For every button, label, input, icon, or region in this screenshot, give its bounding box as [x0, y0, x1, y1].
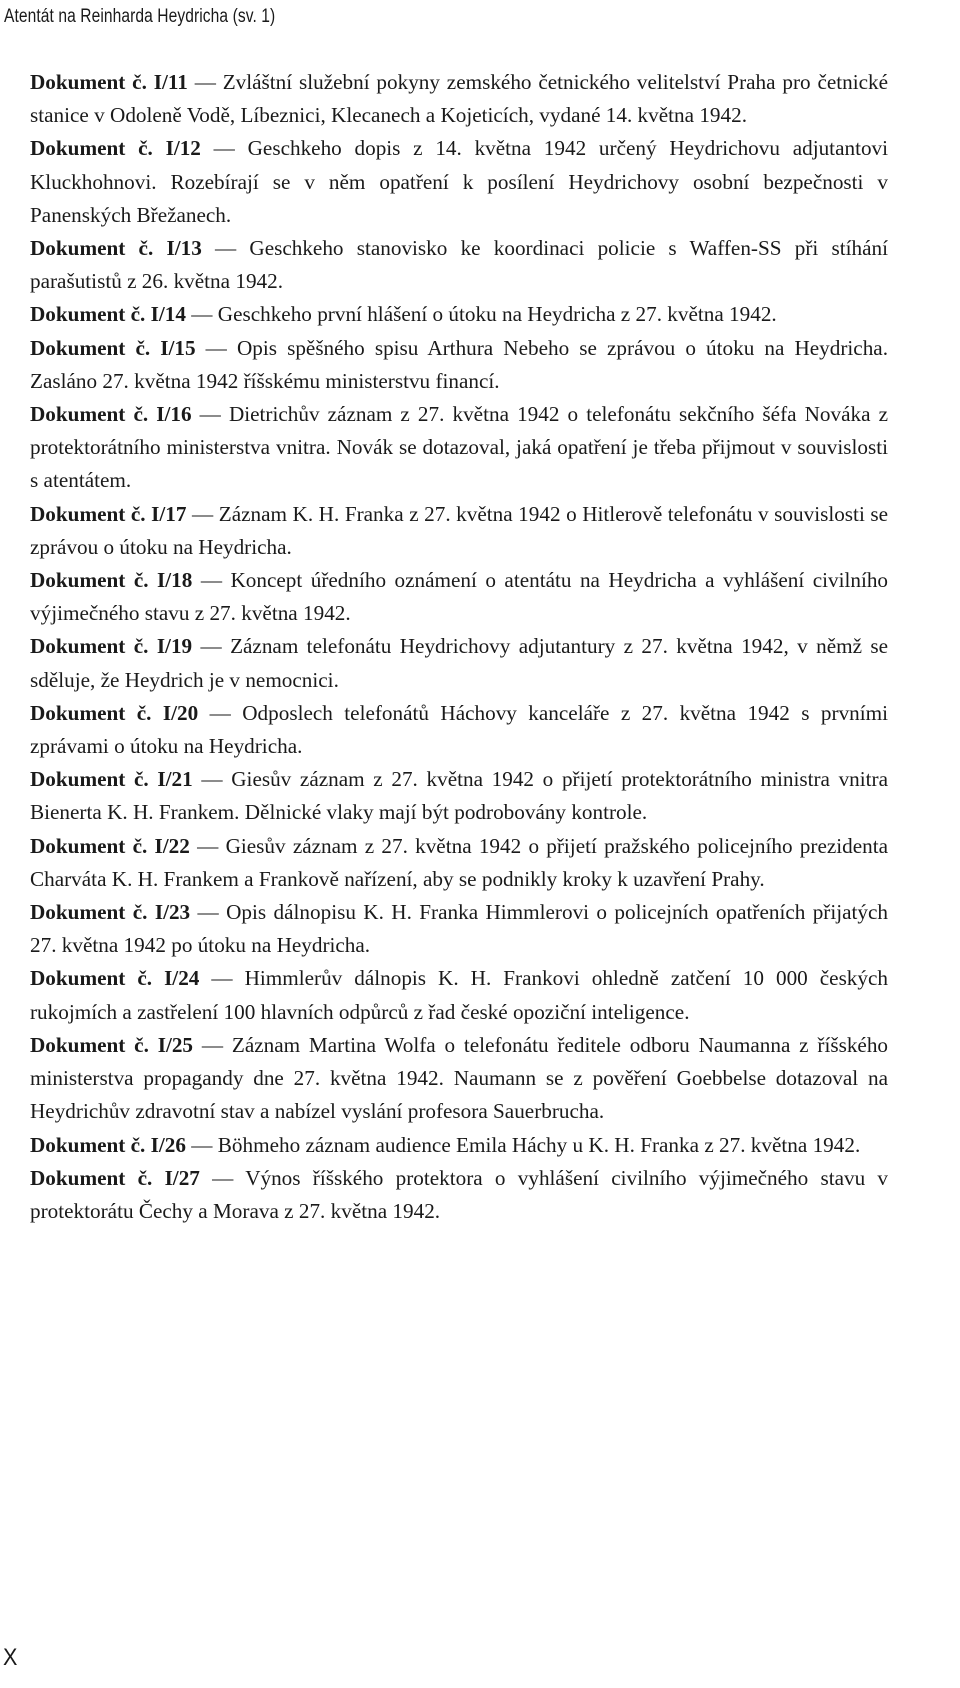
entry-description: Dietrichův záznam z 27. května 1942 o telefonátu sekčního šéfa Nováka z protektorátního ministerstva vnitra. Novák se dotazoval, jaká opatření je třeba přijmout v souvislosti s atentátem. [30, 402, 889, 493]
document-list [30, 66, 888, 1228]
entry-description: Geschkeho první hlášení o útoku na Heydricha z 27. května 1942. [217, 302, 777, 327]
document-entry [30, 1029, 888, 1129]
entry-dash: — [213, 136, 235, 161]
page-number: X [3, 1644, 18, 1671]
document-entry [30, 232, 888, 298]
entry-description: Odposlech telefonátů Háchovy kanceláře z 27. května 1942 s prvními zprávami o útoku na Heydricha. [30, 700, 889, 759]
entry-label: Dokument č. [30, 966, 153, 991]
entry-number: I/19 [156, 634, 193, 659]
entry-description: Záznam K. H. Franka z 27. května 1942 o Hitlerově telefonátu v souvislosti se zprávou o útoku na Heydricha. [30, 501, 889, 559]
entry-label: Dokument č. [30, 1165, 153, 1190]
entry-description: Geschkeho dopis z 14. května 1942 určený Heydrichovu adjutantovi Kluckhohnovi. Rozebírají se v něm opatření k posílení Heydrichovy osobní bezpečnosti v Panenských Břežanech. [30, 136, 889, 227]
entry-dash: — [205, 335, 227, 360]
entry-description: Himmlerův dálnopis K. H. Frankovi ohledně zatčení 10 000 českých rukojmích a zastřelení 100 hlavních odpůrců z řad české opoziční inteligence. [30, 966, 888, 1024]
entry-number: I/13 [166, 236, 202, 261]
entry-label: Dokument č. [30, 335, 151, 360]
entry-description: Zvláštní služební pokyny zemského četnického velitelství Praha pro četnické stanice v Odoleně Vodě, Líbeznici, Klecanech a Kojeticích, vydané 14. května 1942. [30, 70, 889, 128]
document-entry [30, 896, 888, 962]
entry-number: I/16 [156, 402, 192, 427]
entry-label: Dokument č. [30, 700, 152, 725]
entry-description: Záznam telefonátu Heydrichovy adjutantury z 27. května 1942, v němž se sděluje, že Heydrich je v nemocnici. [30, 634, 888, 692]
entry-label: Dokument č. [30, 767, 149, 792]
entry-dash: — [199, 402, 221, 427]
entry-description: Opis spěšného spisu Arthura Nebeho se zprávou o útoku na Heydricha. Zasláno 27. května 1942 říšskému ministerstvu financí. [30, 335, 889, 393]
entry-description: Geschkeho stanovisko ke koordinaci policie s Waffen-SS při stíhání parašutistů z 26. května 1942. [30, 236, 888, 294]
entry-dash: — [215, 236, 237, 261]
entry-label: Dokument č. [30, 568, 149, 593]
entry-number: I/11 [153, 70, 188, 94]
entry-description: Giesův záznam z 27. května 1942 o přijetí protektorátního ministra vnitra Bienerta K. H. Frankem. Dělnické vlaky mají být podrobovány kontrole. [30, 767, 889, 825]
running-head: Atentát na Reinharda Heydricha (sv. 1) [4, 6, 276, 27]
entry-number: I/14 [150, 302, 186, 327]
entry-label: Dokument č. [30, 900, 148, 925]
entry-number: I/24 [164, 966, 200, 991]
entry-label: Dokument č. [30, 302, 146, 327]
entry-dash: — [200, 634, 222, 659]
document-entry [30, 498, 888, 564]
entry-label: Dokument č. [30, 136, 153, 161]
entry-dash: — [191, 1132, 213, 1157]
entry-dash: — [201, 767, 223, 792]
entry-dash: — [192, 501, 214, 526]
entry-description: Záznam Martina Wolfa o telefonátu ředitele odboru Naumanna z říšského ministerstva propagandy dne 27. května 1942. Naumann se z pověření Goebbelse dotazoval na Heydrichův zdravotní stav a nabízel vyslání profesora Sauerbrucha. [30, 1032, 889, 1124]
entry-dash: — [194, 70, 216, 94]
entry-dash: — [212, 1165, 234, 1190]
entry-dash: — [197, 833, 219, 858]
entry-dash: — [201, 1032, 224, 1057]
entry-number: I/17 [151, 501, 187, 526]
entry-dash: — [191, 302, 213, 327]
entry-description: Böhmeho záznam audience Emila Háchy u K. H. Franka z 27. května 1942. [217, 1132, 861, 1157]
entry-description: Výnos říšského protektora o vyhlášení civilního výjimečného stavu v protektorátu Čechy a Morava z 27. května 1942. [30, 1165, 889, 1223]
entry-number: I/27 [164, 1165, 200, 1190]
entry-label: Dokument č. [30, 634, 149, 659]
entry-description: Koncept úředního oznámení o atentátu na Heydricha a vyhlášení civilního výjimečného stavu z 27. května 1942. [30, 568, 889, 626]
document-entry [30, 398, 888, 498]
entry-label: Dokument č. [30, 1032, 149, 1057]
document-entry [30, 332, 888, 398]
entry-number: I/22 [154, 833, 190, 858]
document-entry [30, 66, 888, 132]
document-entry [30, 830, 888, 896]
entry-label: Dokument č. [30, 1132, 146, 1157]
entry-description: Giesův záznam z 27. května 1942 o přijetí pražského policejního prezidenta Charváta K. H. Frankem a Frankově nařízení, aby se podnikly kroky k uzavření Prahy. [30, 833, 889, 891]
entry-label: Dokument č. [30, 70, 147, 94]
entry-number: I/26 [150, 1132, 186, 1157]
entry-label: Dokument č. [30, 402, 149, 427]
entry-dash: — [211, 966, 233, 991]
entry-number: I/23 [154, 900, 191, 925]
document-entry [30, 697, 888, 763]
document-entry [30, 1129, 888, 1162]
entry-label: Dokument č. [30, 236, 154, 261]
entry-dash: — [200, 568, 223, 593]
entry-number: I/12 [165, 136, 201, 161]
entry-dash: — [197, 900, 219, 925]
entry-number: I/21 [157, 767, 193, 792]
document-entry [30, 1162, 888, 1228]
entry-number: I/20 [162, 700, 199, 725]
document-entry [30, 962, 888, 1028]
document-entry [30, 630, 888, 696]
entry-label: Dokument č. [30, 501, 146, 526]
entry-label: Dokument č. [30, 833, 148, 858]
entry-dash: — [209, 700, 231, 725]
entry-number: I/15 [160, 335, 196, 360]
entry-description: Opis dálnopisu K. H. Franka Himmlerovi o policejních opatřeních přijatých 27. května 1942 po útoku na Heydricha. [30, 900, 889, 958]
document-entry [30, 564, 888, 630]
document-entry [30, 298, 888, 331]
entry-number: I/18 [157, 568, 193, 593]
entry-number: I/25 [157, 1032, 194, 1057]
document-entry [30, 132, 888, 232]
document-entry [30, 763, 888, 829]
